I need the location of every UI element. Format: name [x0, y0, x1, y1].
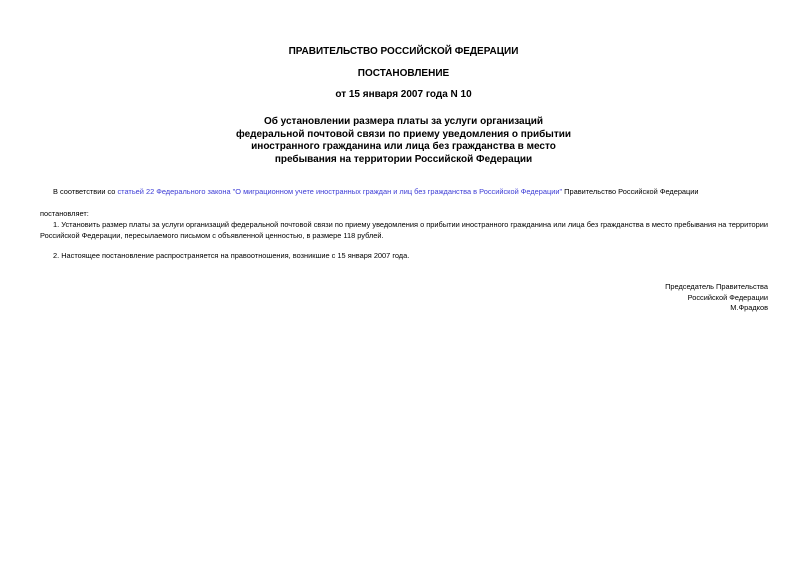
government-title: ПРАВИТЕЛЬСТВО РОССИЙСКОЙ ФЕДЕРАЦИИ: [288, 46, 519, 57]
subject-line: пребывания на территории Российской Федерации: [274, 153, 533, 165]
signature-country: Российской Федерации: [687, 293, 768, 302]
preamble-paragraph: [53, 186, 783, 197]
clause-1-paragraph: 1. Установить размер платы за услуги организаций федеральной почтовой связи по приему уведомления о прибытии иностранного гражданина или лица без гражданства в место пребывания на территории Российской Федерации, пересылаемого письмом с объявленной ценностью, в размере 118 рублей.: [40, 220, 768, 240]
signature-name: М.Фрадков: [730, 303, 768, 312]
federal-law-link[interactable]: статьей 22 Федерального закона "О миграционном учете иностранных граждан и лиц без гражданства в Российской Федерации": [117, 187, 563, 196]
preamble-suffix: Правительство Российской Федерации: [562, 187, 699, 196]
document-subject: [0, 116, 807, 166]
clause-2-paragraph: 2. Настоящее постановление распространяется на правоотношения, возникшие с 15 января 2007 года.: [53, 251, 410, 260]
subject-line: Об установлении размера платы за услуги организаций: [263, 116, 544, 127]
document-type: ПОСТАНОВЛЕНИЕ: [357, 68, 450, 79]
preamble-prefix: В соответствии со: [53, 187, 118, 196]
subject-line: федеральной почтовой связи по приему уведомления о прибытии: [235, 128, 572, 140]
subject-line: иностранного гражданина или лица без гражданства в место: [251, 141, 556, 152]
signature-position: Председатель Правительства: [665, 282, 768, 291]
resolves-text: постановляет:: [40, 209, 89, 218]
document-date-number: от 15 января 2007 года N 10: [335, 89, 472, 100]
